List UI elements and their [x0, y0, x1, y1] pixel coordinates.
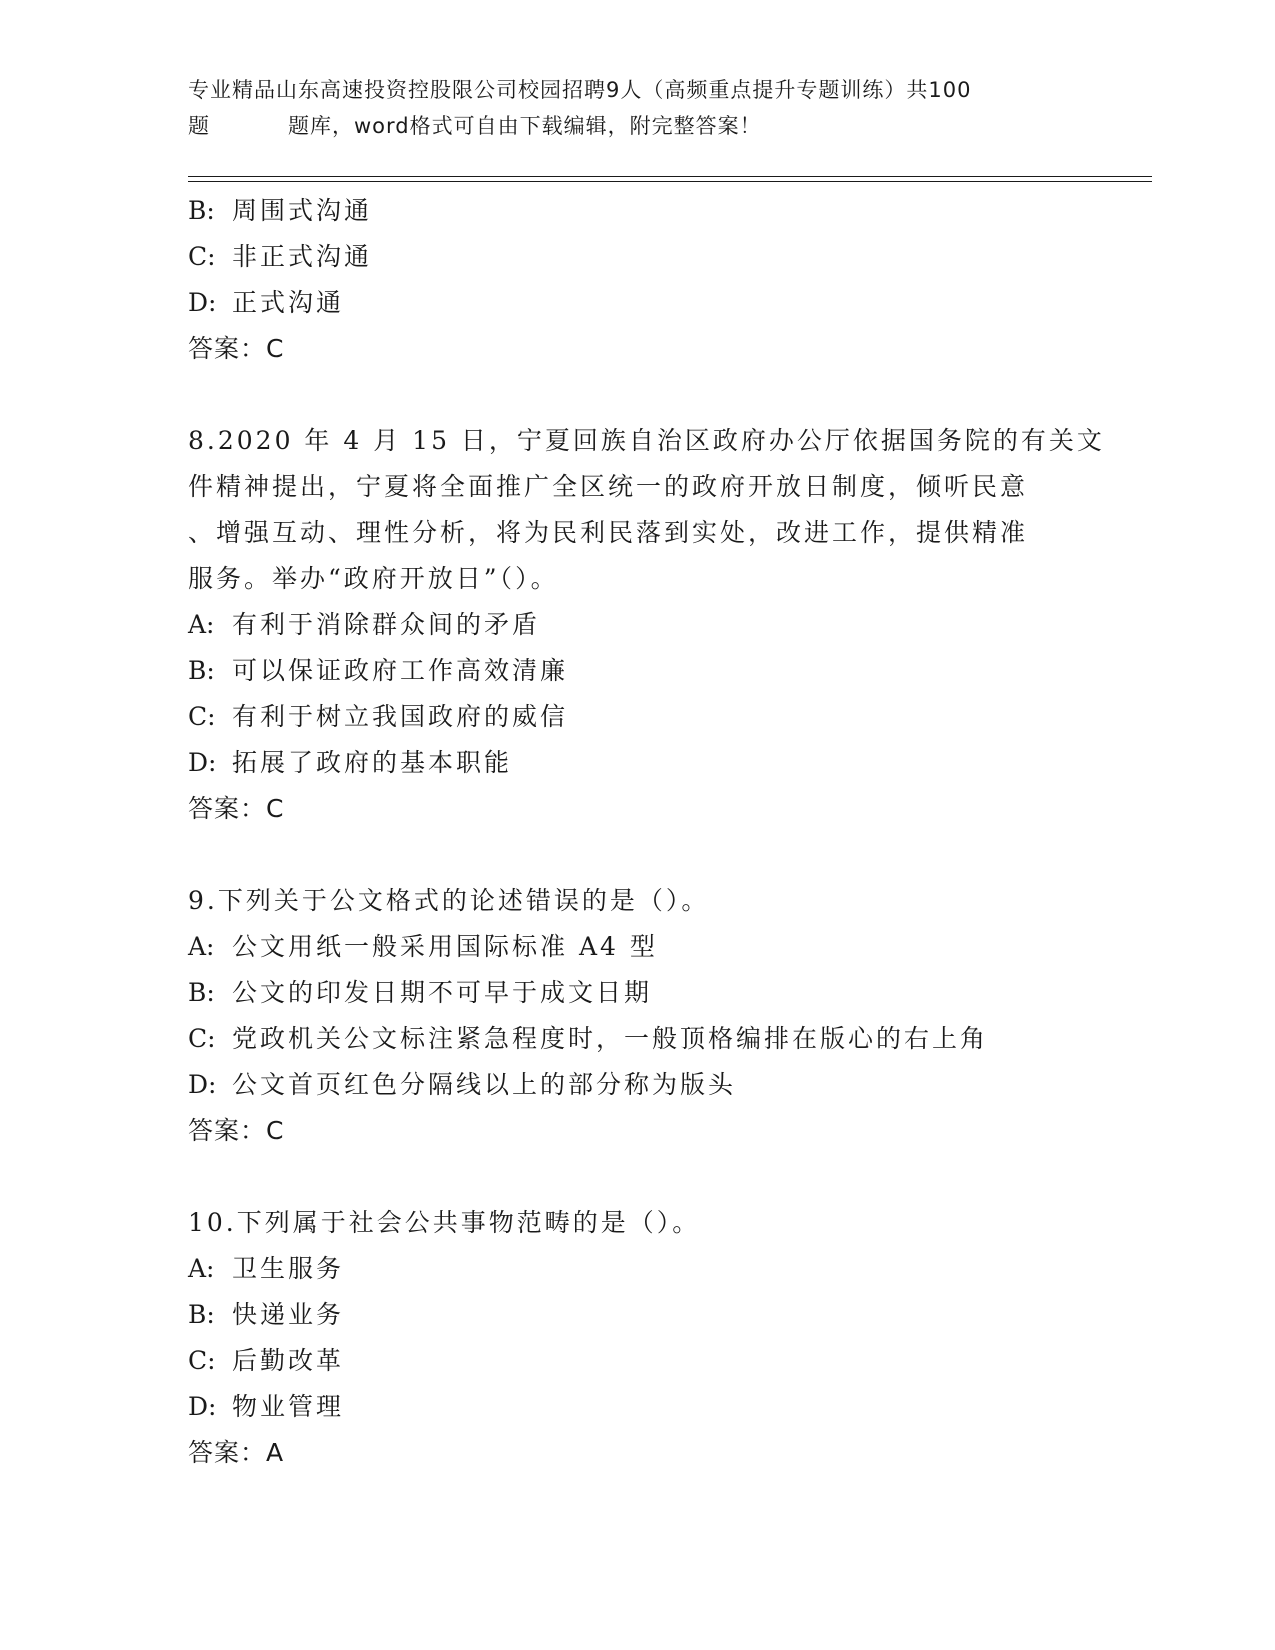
header-line-2-start: 题 — [188, 114, 210, 138]
answer-line: 答案：C — [188, 794, 285, 823]
option-row — [188, 1246, 1088, 1292]
question-stem-line: 件精神提出，宁夏将全面推广全区统一的政府开放日制度，倾听民意 — [188, 472, 1029, 501]
option-letter: B: — [188, 1300, 215, 1329]
option-letter: B: — [188, 978, 215, 1007]
option-letter: D: — [188, 1070, 217, 1099]
option-letter: D: — [188, 1392, 217, 1421]
question-9 — [188, 878, 1088, 1154]
option-row — [188, 1292, 1088, 1338]
question-stem-line: 服务。举办“政府开放日”（）。 — [188, 564, 559, 593]
option-row — [188, 694, 1088, 740]
question-stem-line: 8.2020 年 4 月 15 日，宁夏回族自治区政府办公厅依据国务院的有关文 — [188, 426, 1105, 455]
option-text: 物业管理 — [232, 1392, 345, 1421]
option-text: 非正式沟通 — [232, 242, 373, 271]
option-row — [188, 602, 1088, 648]
header-rule-bottom — [188, 181, 1152, 182]
option-text: 公文的印发日期不可早于成文日期 — [232, 978, 653, 1007]
option-letter: D: — [188, 748, 217, 777]
option-text: 公文用纸一般采用国际标准 A4 型 — [232, 932, 658, 961]
answer-line: 答案：C — [188, 1116, 285, 1145]
option-row — [188, 1016, 1088, 1062]
option-text: 正式沟通 — [232, 288, 345, 317]
option-text: 党政机关公文标注紧急程度时，一般顶格编排在版心的右上角 — [232, 1024, 989, 1053]
question-stem-line: 10.下列属于社会公共事物范畴的是（）。 — [188, 1208, 701, 1237]
option-letter: A: — [188, 932, 215, 961]
question-10 — [188, 1200, 1088, 1476]
option-letter: C: — [188, 1024, 216, 1053]
option-row — [188, 1062, 1088, 1108]
header-line-2-rest: 题库，word格式可自由下载编辑，附完整答案！ — [288, 114, 762, 138]
option-text: 有利于消除群众间的矛盾 — [232, 610, 541, 639]
option-text: 周围式沟通 — [232, 196, 373, 225]
option-text: 可以保证政府工作高效清廉 — [232, 656, 569, 685]
header-line-1: 专业精品山东高速投资控股限公司校园招聘9人（高频重点提升专题训练）共100 — [188, 78, 972, 102]
option-row — [188, 740, 1088, 786]
option-row — [188, 924, 1088, 970]
option-row — [188, 280, 1088, 326]
option-letter: C: — [188, 702, 216, 731]
question-content — [188, 188, 1105, 1476]
option-letter: A: — [188, 610, 215, 639]
header-rule-top — [188, 176, 1152, 177]
option-row — [188, 970, 1088, 1016]
option-text: 拓展了政府的基本职能 — [232, 748, 513, 777]
option-row — [188, 1384, 1088, 1430]
answer-line: 答案：A — [188, 1438, 285, 1467]
option-text: 后勤改革 — [232, 1346, 345, 1375]
option-letter: B: — [188, 656, 215, 685]
option-text: 公文首页红色分隔线以上的部分称为版头 — [232, 1070, 737, 1099]
option-letter: D: — [188, 288, 217, 317]
option-text: 卫生服务 — [232, 1254, 345, 1283]
option-row — [188, 188, 1088, 234]
option-row — [188, 648, 1088, 694]
page-header — [188, 72, 1088, 144]
question-stem-line: 9.下列关于公文格式的论述错误的是（）。 — [188, 886, 710, 915]
option-letter: C: — [188, 242, 216, 271]
option-text: 快递业务 — [232, 1300, 345, 1329]
header-line-2 — [188, 108, 1088, 144]
question-7-fragment — [188, 188, 1088, 372]
option-row — [188, 1338, 1088, 1384]
answer-line: 答案：C — [188, 334, 285, 363]
option-row — [188, 234, 1088, 280]
question-8 — [188, 418, 1105, 832]
option-letter: C: — [188, 1346, 216, 1375]
option-letter: B: — [188, 196, 215, 225]
question-stem-line: 、增强互动、理性分析，将为民利民落到实处，改进工作，提供精准 — [188, 518, 1029, 547]
option-text: 有利于树立我国政府的威信 — [232, 702, 569, 731]
option-letter: A: — [188, 1254, 215, 1283]
